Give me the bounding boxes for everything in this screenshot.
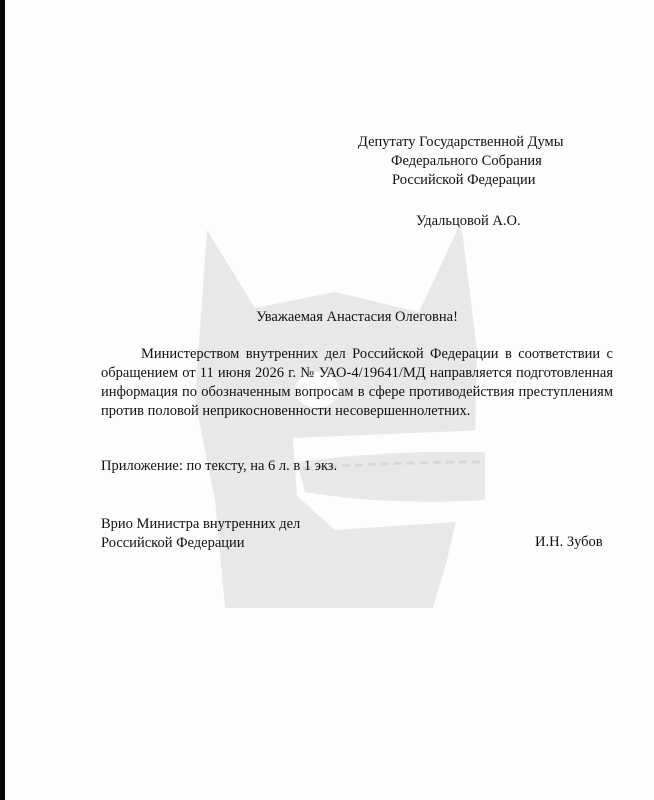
greeting: Уважаемая Анастасия Олеговна! [256, 309, 458, 325]
signer-title-block [101, 515, 300, 553]
addressee-name: Удальцовой А.О. [416, 213, 521, 229]
signer-name: И.Н. Зубов [535, 534, 603, 550]
addressee-country-line: Российской Федерации [392, 172, 536, 188]
signer-title-country-line: Российской Федерации [101, 535, 245, 551]
addressee-block [345, 133, 605, 231]
addressee-position-line: Депутату Государственной Думы [358, 134, 564, 150]
addressee-assembly-line: Федерального Собрания [391, 153, 542, 169]
letter-body-paragraph: Министерством внутренних дел Российской Федерации в соответствии с обращением от 11 июня 2026 г. № УАО-4/19641/МД направляется подготовленная информация по обозначенным вопросам в сфере противодействия преступлениям против половой неприкосновенности несовершеннолетних. [101, 346, 613, 419]
attachment-note: Приложение: по тексту, на 6 л. в 1 экз. [101, 458, 338, 474]
letter-page [5, 0, 654, 800]
signer-title-line: Врио Министра внутренних дел [101, 516, 301, 532]
